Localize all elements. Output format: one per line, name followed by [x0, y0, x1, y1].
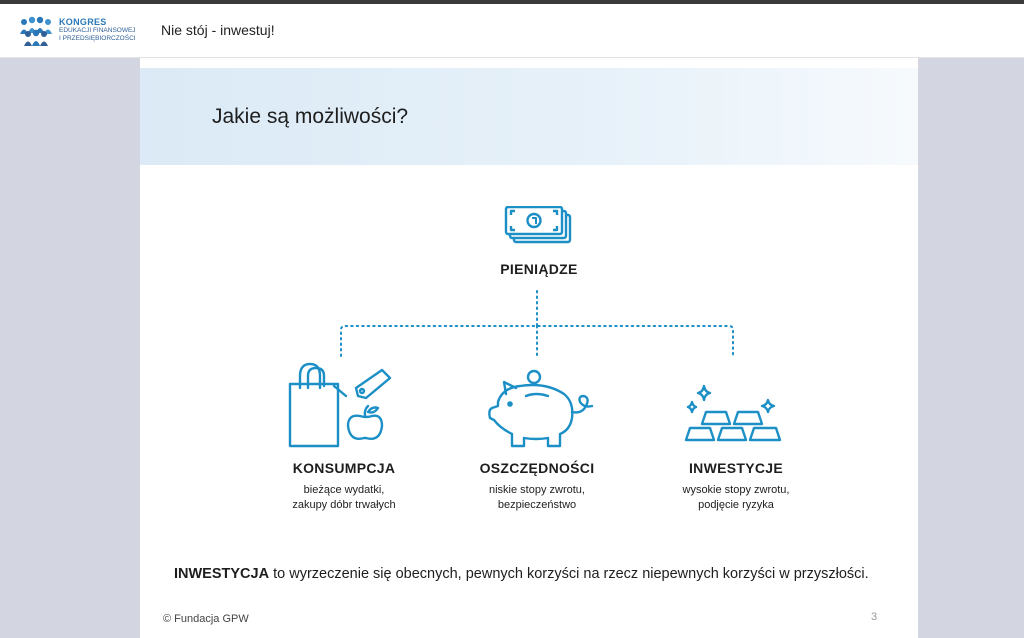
- branch-label-oszczednosci: OSZCZĘDNOŚCI: [479, 460, 595, 476]
- app-header: [0, 4, 1024, 58]
- gold-bars-icon: [684, 384, 786, 448]
- page-number: 3: [871, 611, 878, 623]
- slide: [140, 58, 918, 638]
- footer-copyright: © Fundacja GPW: [163, 613, 249, 625]
- piggy-bank-icon: [486, 368, 598, 450]
- branch-desc-inwestycje: [651, 483, 821, 514]
- branch-label-konsumpcja: KONSUMPCJA: [292, 460, 396, 476]
- slide-title: Jakie są możliwości?: [212, 105, 409, 128]
- branch-desc-oszczednosci: [452, 483, 622, 514]
- root-label: PIENIĄDZE: [500, 261, 578, 277]
- banknotes-icon: [504, 206, 574, 246]
- shopping-bag-apple-icon: [286, 358, 398, 452]
- definition-text: to wyrzeczenie się obecnych, pewnych korzyści na rzecz niepewnych korzyści w przyszłości.: [269, 566, 869, 582]
- kongres-logo[interactable]: [18, 14, 148, 48]
- branch-label-inwestycje: INWESTYCJE: [688, 460, 783, 476]
- logo-line-1: KONGRES: [59, 17, 107, 27]
- desc-line-2: bezpieczeństwo: [497, 499, 577, 512]
- logo-line-3: I PRZEDSIĘBIORCZOŚCI: [59, 34, 136, 42]
- desc-line-1: wysokie stopy zwrotu,: [682, 484, 790, 496]
- logo-line-2: EDUKACJI FINANSOWEJ: [59, 27, 136, 34]
- desc-line-1: niskie stopy zwrotu,: [489, 484, 585, 496]
- definition-term: INWESTYCJA: [174, 566, 270, 582]
- document-title: Nie stój - inwestuj!: [161, 22, 275, 38]
- investment-definition: [174, 566, 869, 582]
- desc-line-2: zakupy dóbr trwałych: [292, 499, 396, 512]
- logo-text: [59, 18, 136, 42]
- desc-line-1: bieżące wydatki,: [303, 484, 385, 496]
- branch-connector: [330, 288, 750, 358]
- people-group-logo-icon: [18, 14, 58, 48]
- desc-line-2: podjęcie ryzyka: [698, 499, 774, 512]
- branch-desc-konsumpcja: [254, 483, 434, 514]
